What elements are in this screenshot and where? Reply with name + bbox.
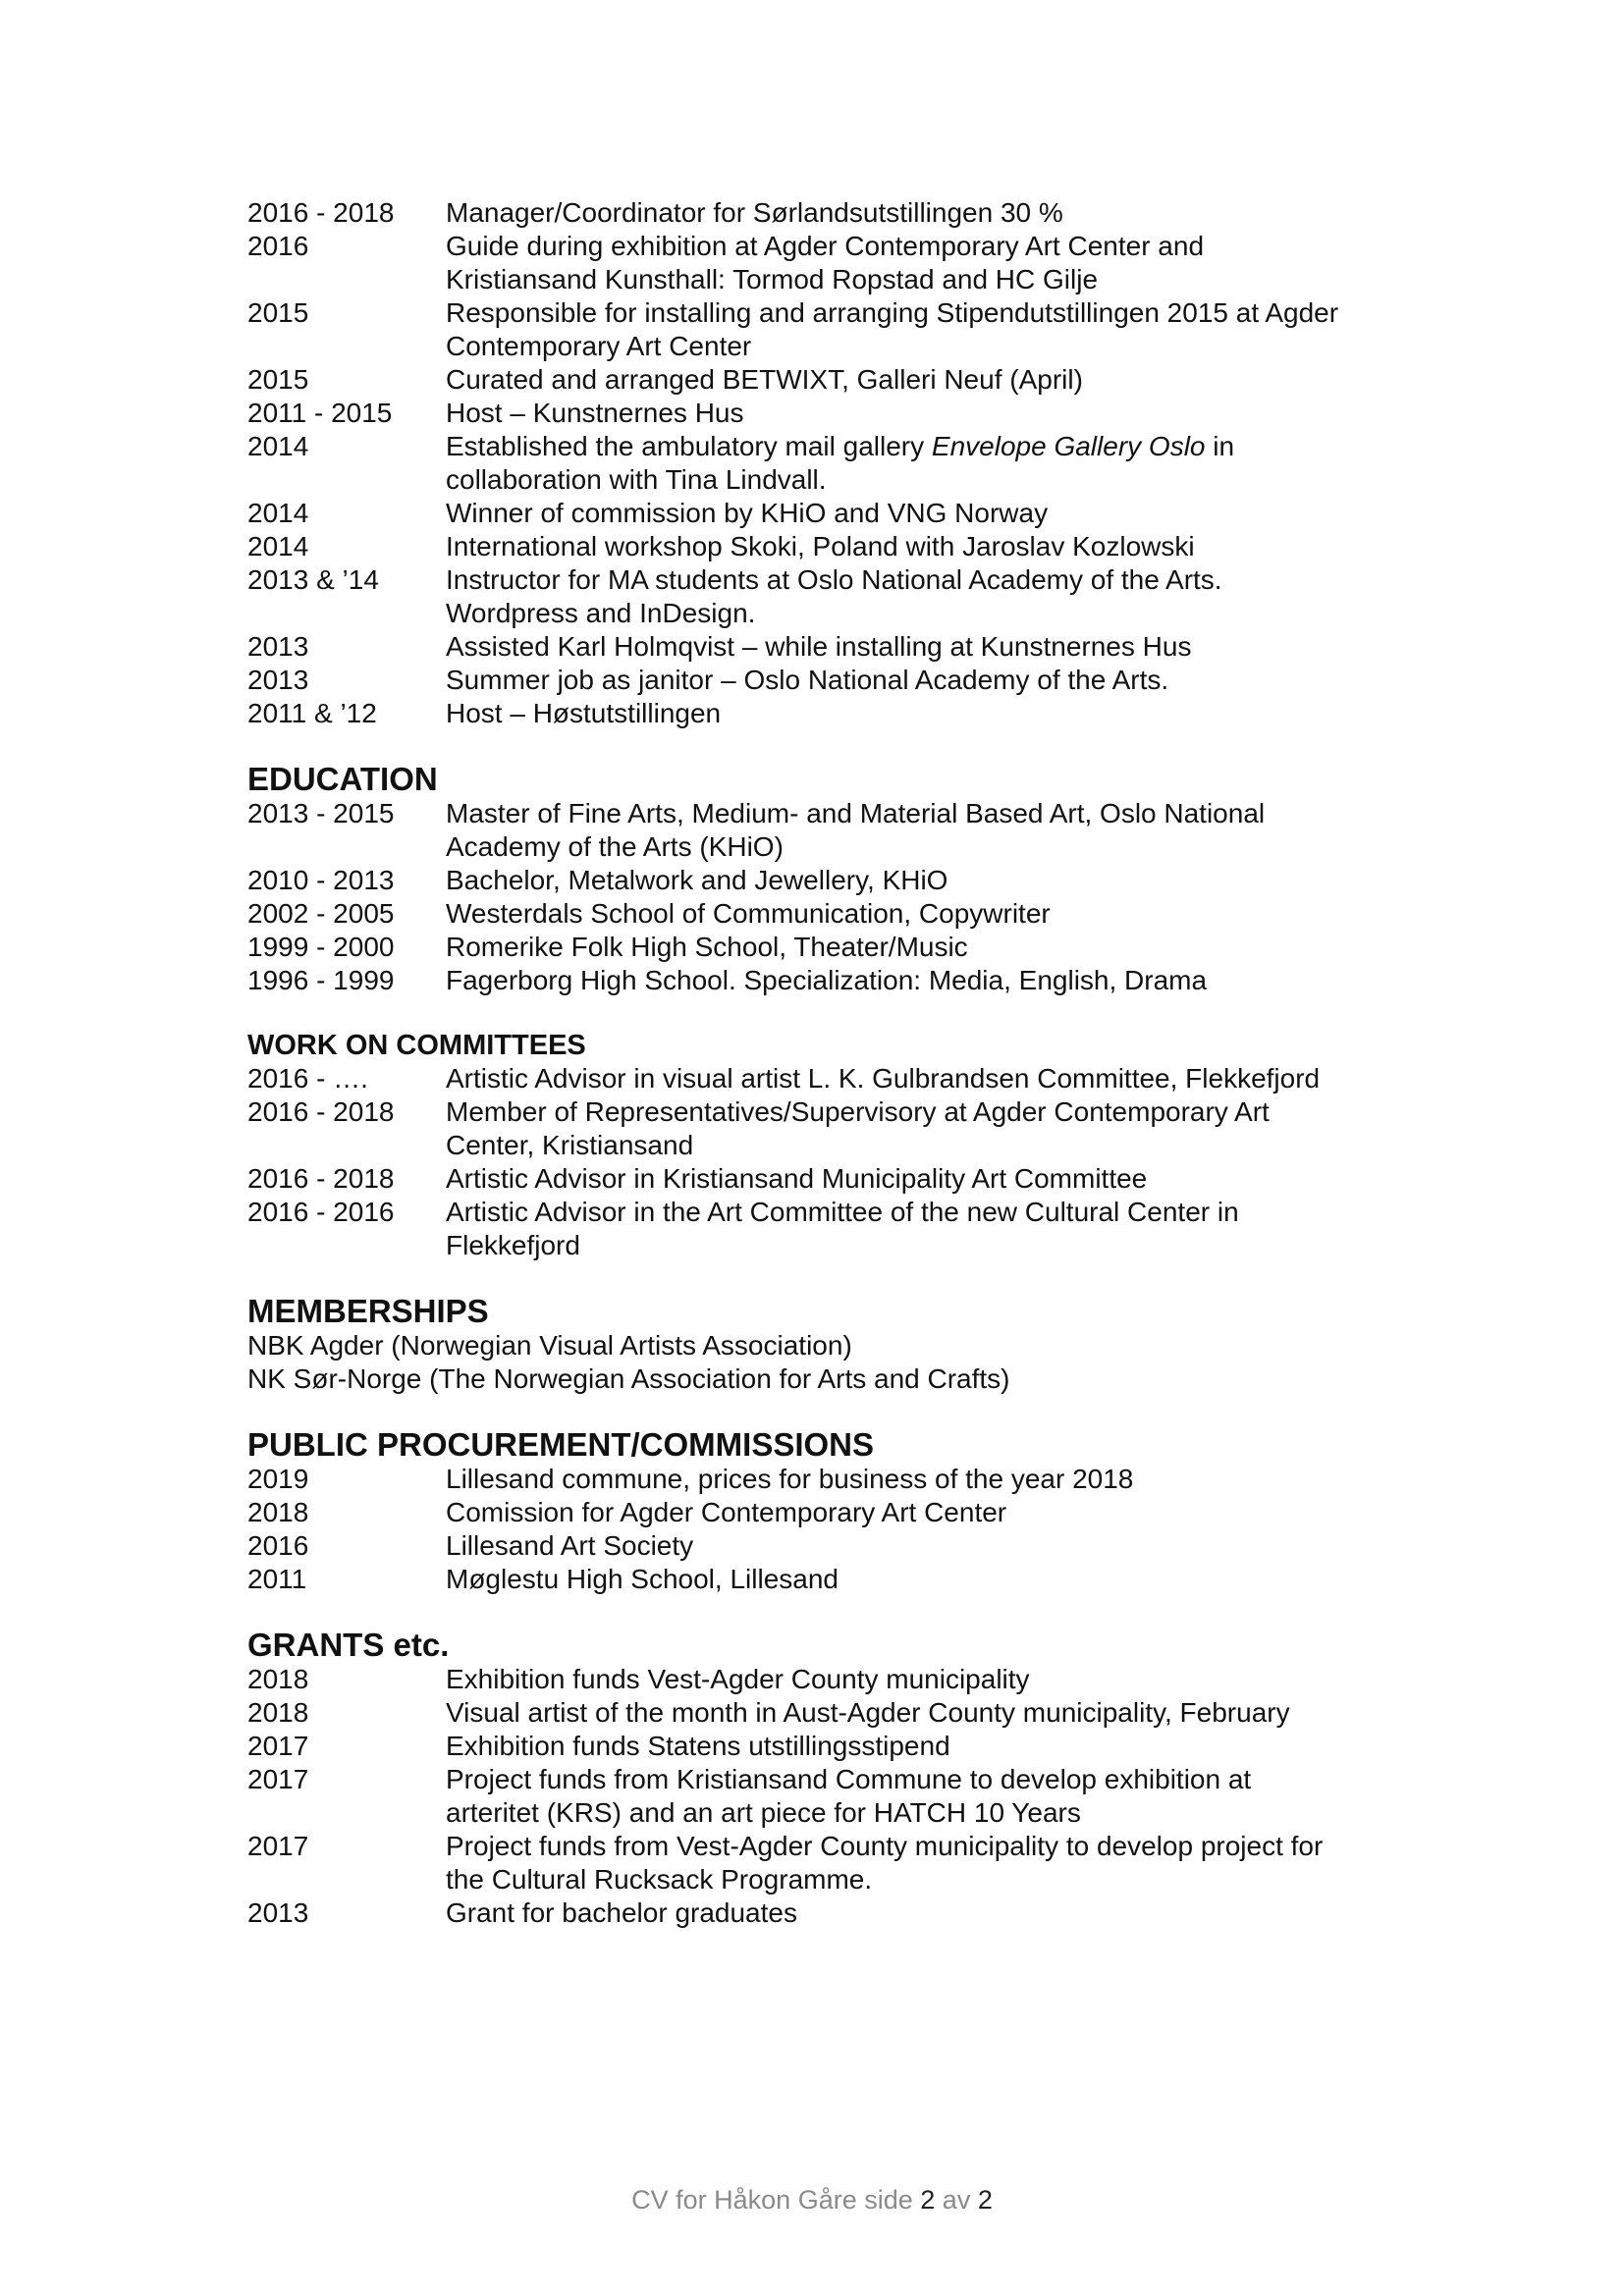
entry-description: Project funds from Kristiansand Commune to develop exhibition at arteritet (KRS) and an art piece for HATCH 10 Years <box>446 1764 1252 1828</box>
list-item <box>247 1095 1396 1162</box>
entry-date: 2017 <box>247 1731 309 1761</box>
page-footer: CV for Håkon Gåre side 2 av 2 <box>631 2185 993 2215</box>
list-item <box>247 864 1396 897</box>
list-item <box>247 563 1396 630</box>
entry-date: 2013 <box>247 665 309 695</box>
list-item <box>247 1763 1396 1830</box>
entry-description: Lillesand commune, prices for business of the year 2018 <box>446 1464 1134 1494</box>
list-item <box>247 1730 1396 1763</box>
list-item <box>247 363 1396 397</box>
committees-section <box>247 1029 1396 1262</box>
entry-date: 2018 <box>247 1497 309 1527</box>
entry-date: 1999 - 2000 <box>247 932 395 962</box>
memberships-section <box>247 1294 1396 1396</box>
list-item <box>247 530 1396 563</box>
entry-date: 2016 - 2018 <box>247 1163 395 1194</box>
entry-description: Guide during exhibition at Agder Contemporary Art Center and Kristiansand Kunsthall: Tormod Ropstad and HC Gilje <box>446 231 1205 294</box>
list-item <box>247 397 1396 430</box>
entry-description: Host – Høstutstillingen <box>446 698 722 728</box>
list-item <box>247 630 1396 664</box>
entry-description: Host – Kunstnernes Hus <box>446 398 744 428</box>
entry-date: 2017 <box>247 1831 309 1861</box>
entry-date: 2016 - 2018 <box>247 1096 395 1127</box>
list-item <box>247 1496 1396 1529</box>
entry-date: 1996 - 1999 <box>247 965 395 995</box>
entry-description: Member of Representatives/Supervisory at Agder Contemporary Art Center, Kristiansand <box>446 1096 1270 1160</box>
entry-description: Artistic Advisor in Kristiansand Municipality Art Committee <box>446 1163 1148 1194</box>
entry-date: 2013 <box>247 631 309 662</box>
entry-description: Lillesand Art Society <box>446 1530 694 1561</box>
list-item <box>247 196 1396 230</box>
list-item <box>247 1563 1396 1596</box>
list-item <box>247 1529 1396 1563</box>
list-item <box>247 497 1396 530</box>
list-item <box>247 897 1396 931</box>
entry-date: 2016 - 2018 <box>247 197 395 228</box>
entry-description: Winner of commission by KHiO and VNG Norway <box>446 498 1049 528</box>
entry-description: Project funds from Vest-Agder County municipality to develop project for the Cultural Rucksack Programme. <box>446 1831 1324 1895</box>
entry-date: 2013 - 2015 <box>247 798 395 828</box>
education-section <box>247 762 1396 997</box>
entry-description: Established the ambulatory mail gallery Envelope Gallery Oslo in collaboration with Tina Lindvall. <box>446 431 1235 495</box>
entry-date: 2017 <box>247 1764 309 1794</box>
entry-date: 2014 <box>247 431 309 461</box>
entry-description: Fagerborg High School. Specialization: Media, English, Drama <box>446 965 1208 995</box>
section-heading: EDUCATION <box>247 761 438 797</box>
entry-date: 2011 - 2015 <box>247 398 393 428</box>
entry-description: Assisted Karl Holmqvist – while installing at Kunstnernes Hus <box>446 631 1192 662</box>
page-number: 2 <box>920 2185 936 2215</box>
list-item <box>247 1830 1396 1896</box>
list-item <box>247 230 1396 296</box>
entry-date: 2018 <box>247 1697 309 1728</box>
entry-description: International workshop Skoki, Poland with Jaroslav Kozlowski <box>446 531 1195 561</box>
entry-description: Visual artist of the month in Aust-Agder County municipality, February <box>446 1697 1290 1728</box>
entry-date: 2019 <box>247 1464 309 1494</box>
entry-date: 2010 - 2013 <box>247 865 395 895</box>
entry-description: Romerike Folk High School, Theater/Music <box>446 932 968 962</box>
entry-date: 2016 - …. <box>247 1063 368 1094</box>
list-item <box>247 1696 1396 1730</box>
section-heading: WORK ON COMMITTEES <box>247 1030 586 1061</box>
list-item <box>247 697 1396 730</box>
entry-description: Comission for Agder Contemporary Art Center <box>446 1497 1007 1527</box>
list-item <box>247 1196 1396 1262</box>
list-item <box>247 1463 1396 1496</box>
entry-date: 2002 - 2005 <box>247 898 395 929</box>
grants-section <box>247 1628 1396 1930</box>
entry-description: Exhibition funds Vest-Agder County municipality <box>446 1664 1030 1694</box>
entry-description: Westerdals School of Communication, Copywriter <box>446 898 1051 929</box>
entry-description: Grant for bachelor graduates <box>446 1897 797 1928</box>
cv-page <box>247 196 1396 1930</box>
entry-description: Instructor for MA students at Oslo National Academy of the Arts. Wordpress and InDesign. <box>446 564 1222 628</box>
list-item <box>247 931 1396 964</box>
entry-date: 2014 <box>247 498 309 528</box>
entry-date: 2015 <box>247 364 309 395</box>
entry-description: Artistic Advisor in visual artist L. K. Gulbrandsen Committee, Flekkefjord <box>446 1063 1321 1094</box>
entry-description: Bachelor, Metalwork and Jewellery, KHiO <box>446 865 948 895</box>
list-item <box>247 1062 1396 1095</box>
entry-description: Curated and arranged BETWIXT, Galleri Neuf (April) <box>446 364 1083 395</box>
procurement-section <box>247 1427 1396 1596</box>
entry-date: 2014 <box>247 531 309 561</box>
experience-section <box>247 196 1396 730</box>
list-item: NK Sør-Norge (The Norwegian Association for Arts and Crafts) <box>247 1363 1010 1394</box>
entry-description: Exhibition funds Statens utstillingsstipend <box>446 1731 950 1761</box>
list-item <box>247 664 1396 697</box>
section-heading: MEMBERSHIPS <box>247 1293 489 1329</box>
list-item <box>247 1162 1396 1196</box>
entry-date: 2016 - 2016 <box>247 1197 395 1227</box>
entry-description: Artistic Advisor in the Art Committee of the new Cultural Center in Flekkefjord <box>446 1197 1239 1260</box>
entry-description: Responsible for installing and arranging Stipendutstillingen 2015 at Agder Contemporary Art Center <box>446 297 1339 361</box>
entry-date: 2018 <box>247 1664 309 1694</box>
list-item <box>247 1896 1396 1930</box>
list-item: NBK Agder (Norwegian Visual Artists Association) <box>247 1330 852 1361</box>
entry-date: 2013 & ’14 <box>247 564 379 595</box>
entry-description: Summer job as janitor – Oslo National Academy of the Arts. <box>446 665 1169 695</box>
entry-date: 2011 <box>247 1564 307 1594</box>
entry-description: Manager/Coordinator for Sørlandsutstillingen 30 % <box>446 197 1063 228</box>
section-heading: PUBLIC PROCUREMENT/COMMISSIONS <box>247 1426 875 1463</box>
page-total: 2 <box>977 2185 993 2215</box>
gallery-name: Envelope Gallery Oslo <box>931 431 1206 461</box>
entry-date: 2015 <box>247 297 309 328</box>
entry-date: 2016 <box>247 1530 309 1561</box>
list-item <box>247 1663 1396 1696</box>
entry-date: 2011 & ’12 <box>247 698 377 728</box>
entry-date: 2016 <box>247 231 309 261</box>
entry-description: Master of Fine Arts, Medium- and Material Based Art, Oslo National Academy of the Arts (KHiO) <box>446 798 1266 862</box>
section-heading: GRANTS etc. <box>247 1627 450 1663</box>
entry-date: 2013 <box>247 1897 309 1928</box>
entry-description: Møglestu High School, Lillesand <box>446 1564 839 1594</box>
list-item <box>247 797 1396 864</box>
list-item <box>247 430 1396 497</box>
list-item <box>247 964 1396 997</box>
list-item <box>247 296 1396 363</box>
